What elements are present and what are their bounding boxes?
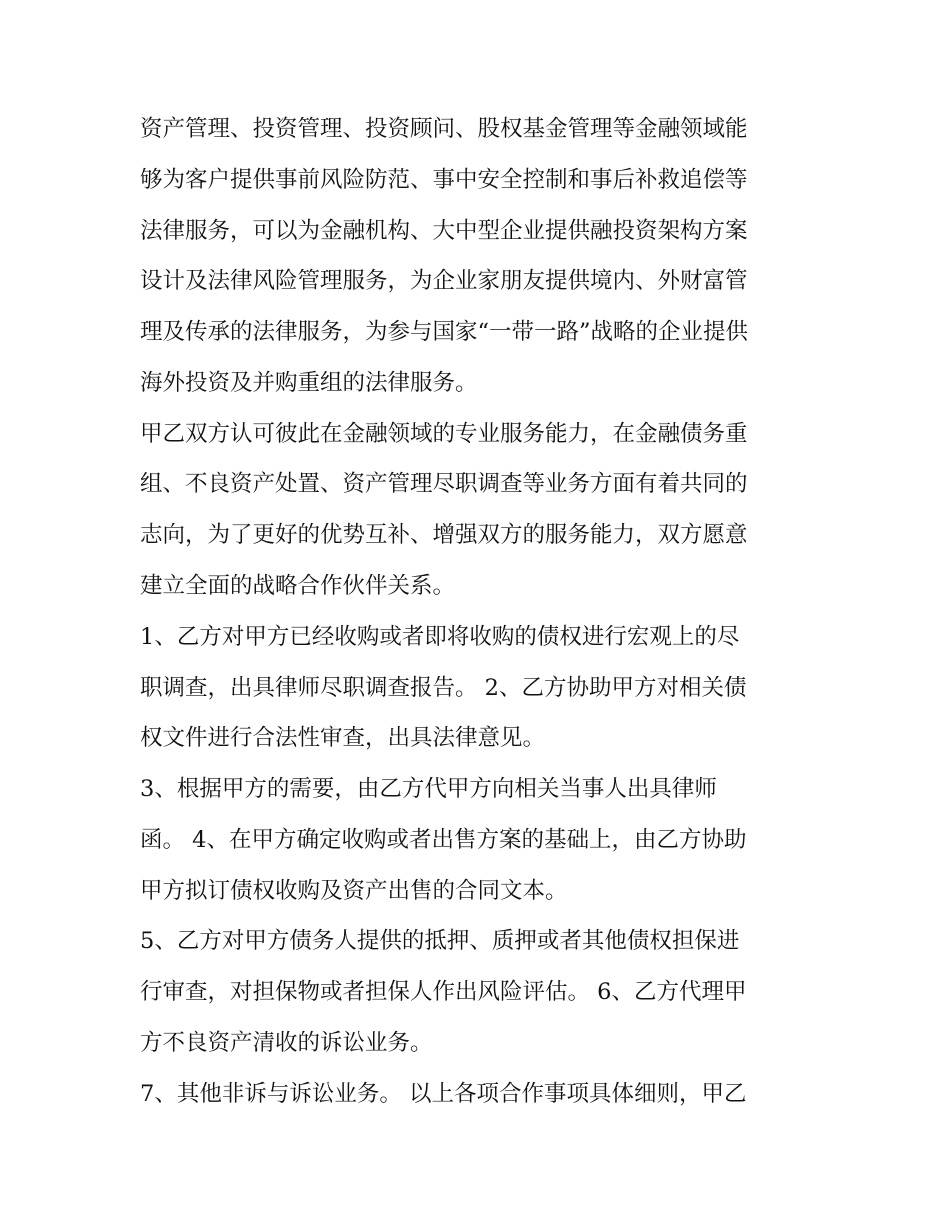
text-line: 职调查，出具律师尽职调查报告。 2、乙方协助甲方对相关债 xyxy=(140,675,747,701)
text-line: 志向，为了更好的优势互补、增强双方的服务能力，双方愿意 xyxy=(140,522,748,548)
text-line: 甲乙双方认可彼此在金融领域的专业服务能力，在金融债务重 xyxy=(140,421,748,447)
text-line: 组、不良资产处置、资产管理尽职调查等业务方面有着共同的 xyxy=(140,471,748,497)
text-line: 5、乙方对甲方债务人提供的抵押、质押或者其他债权担保进 xyxy=(140,928,740,954)
text-line: 权文件进行合法性审查，出具法律意见。 xyxy=(140,725,546,751)
text-line: 3、根据甲方的需要，由乙方代甲方向相关当事人出具律师 xyxy=(140,776,717,802)
text-line: 建立全面的战略合作伙伴关系。 xyxy=(140,573,456,599)
text-line: 设计及法律风险管理服务，为企业家朋友提供境内、外财富管 xyxy=(140,268,748,294)
text-line: 行审查，对担保物或者担保人作出风险评估。 6、乙方代理甲 xyxy=(140,979,747,1005)
text-line: 方不良资产清收的诉讼业务。 xyxy=(140,1030,433,1056)
text-line: 理及传承的法律服务，为参与国家“一带一路”战略的企业提供 xyxy=(140,319,749,345)
text-line: 7、其他非诉与诉讼业务。 以上各项合作事项具体细则，甲乙 xyxy=(140,1081,747,1107)
text-line: 法律服务，可以为金融机构、大中型企业提供融投资架构方案 xyxy=(140,218,748,244)
text-line: 甲方拟订债权收购及资产出售的合同文本。 xyxy=(140,878,568,904)
text-line: 资产管理、投资管理、投资顾问、股权基金管理等金融领域能 xyxy=(140,116,748,142)
text-line: 函。 4、在甲方确定收购或者出售方案的基础上，由乙方协助 xyxy=(140,827,747,853)
text-line: 1、乙方对甲方已经收购或者即将收购的债权进行宏观上的尽 xyxy=(140,624,740,650)
text-line: 海外投资及并购重组的法律服务。 xyxy=(140,370,478,396)
text-line: 够为客户提供事前风险防范、事中安全控制和事后补救追偿等 xyxy=(140,167,748,193)
